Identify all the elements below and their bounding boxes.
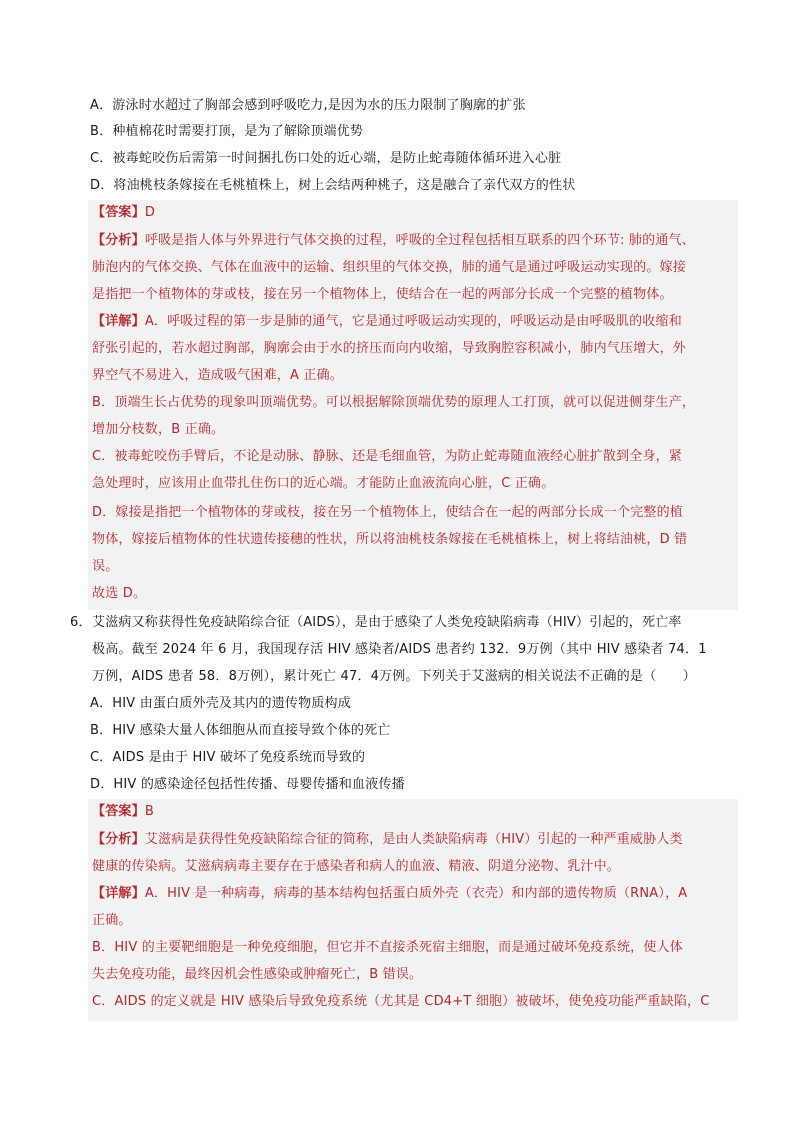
q6-detail-line-5: C．AIDS 的定义就是 HIV 感染后导致免疫系统（尤其是 CD4+T 细胞）被破坏，使免疫功能严重缺陷，C	[92, 994, 710, 1009]
q5-detail-line-6: C．被毒蛇咬伤手臂后，不论是动脉、静脉、还是毛细血管，为防止蛇毒随血液经心脏扩散到全身，紧	[92, 449, 683, 464]
q5-option-c: C．被毒蛇咬伤后需第一时间捆扎伤口处的近心端，是防止蛇毒随体循环进入心脏	[90, 151, 562, 166]
q5-detail-line-9: 物体，嫁接后植物体的性状遗传接穗的性状，所以将油桃枝条嫁接在毛桃植株上，树上将结油桃，D 错	[92, 532, 688, 547]
q6-analysis-line-1	[92, 830, 683, 850]
detail-tag: 【详解】	[92, 314, 145, 329]
q5-conclusion: 故选 D。	[92, 586, 147, 601]
detail-text: A．HIV 是一种病毒，病毒的基本结构包括蛋白质外壳（衣壳）和内部的遗传物质（RNA），A	[144, 886, 688, 901]
analysis-text: 呼吸是指人体与外界进行气体交换的过程，呼吸的全过程包括相互联系的四个环节: 肺的通气、	[144, 233, 695, 248]
answer-tag: 【答案】	[92, 205, 145, 220]
q6-detail-line-2: 正确。	[92, 913, 132, 928]
q5-detail-line-4: B．顶端生长占优势的现象叫顶端优势。可以根据解除顶端优势的原理人工打顶，就可以促进侧芽生产，	[92, 395, 696, 410]
detail-tag: 【详解】	[92, 886, 145, 901]
analysis-text: 艾滋病是获得性免疫缺陷综合征的简称，是由人类缺陷病毒（HIV）引起的一种严重威胁人类	[144, 832, 683, 847]
q5-option-a: A．游泳时水超过了胸部会感到呼吸吃力,是因为水的压力限制了胸廓的扩张	[90, 98, 526, 113]
q6-option-a: A．HIV 由蛋白质外壳及其内的遗传物质构成	[90, 696, 351, 711]
analysis-tag: 【分析】	[92, 233, 145, 248]
q5-detail-line-3: 界空气不易进入，造成吸气困难，A 正确。	[92, 368, 344, 383]
q5-detail-line-10: 误。	[92, 559, 119, 574]
q5-detail-line-2: 舒张引起的，若水超过胸部，胸廓会由于水的挤压而向内收缩，导致胸腔容积减小，肺内气压增大，外	[92, 341, 687, 356]
q5-analysis-line-1	[92, 231, 695, 251]
analysis-tag: 【分析】	[92, 832, 145, 847]
q6-answer	[92, 802, 154, 822]
q5-option-d: D．将油桃枝条嫁接在毛桃植株上，树上会结两种桃子，这是融合了亲代双方的性状	[90, 178, 576, 193]
q5-option-b: B．种植棉花时需要打顶，是为了解除顶端优势	[90, 124, 364, 139]
q6-detail-line-4: 失去免疫功能，最终因机会性感染或肿瘤死亡，B 错误。	[92, 967, 423, 982]
answer-value: B	[144, 804, 154, 819]
q6-detail-line-3: B．HIV 的主要靶细胞是一种免疫细胞，但它并不直接杀死宿主细胞，而是通过破坏免疫系统，使人体	[92, 940, 683, 955]
q6-option-c: C．AIDS 是由于 HIV 破坏了免疫系统而导致的	[90, 750, 366, 765]
q5-answer	[92, 203, 155, 223]
q5-analysis-line-2: 肺泡内的气体交换、气体在血液中的运输、组织里的气体交换，肺的通气是通过呼吸运动实现的。嫁接	[92, 260, 687, 275]
q6-stem-line-1: 艾滋病又称获得性免疫缺陷综合征（AIDS），是由于感染了人类免疫缺陷病毒（HIV）引起的，死亡率	[92, 615, 682, 630]
q5-detail-line-5: 增加分枝数，B 正确。	[92, 422, 225, 437]
answer-tag: 【答案】	[92, 804, 145, 819]
q5-analysis-line-3: 是指把一个植物体的芽或枝，接在另一个植物体上，使结合在一起的两部分长成一个完整的植物体。	[92, 287, 673, 302]
q6-stem-line-3: 万例，AIDS 患者 58．8万例），累计死亡 47．4万例。下列关于艾滋病的相关说法不正确的是（ ）	[92, 669, 696, 684]
q5-detail-line-7: 急处理时，应该用止血带扎住伤口的近心端。才能防止血液流向心脏，C 正确。	[92, 476, 555, 491]
q5-detail-line-1	[92, 312, 682, 332]
q6-stem-line-2: 极高。截至 2024 年 6 月，我国现存活 HIV 感染者/AIDS 患者约 132．9万例（其中 HIV 感染者 74．1	[92, 642, 707, 657]
q5-detail-line-8: D．嫁接是指把一个植物体的芽或枝，接在另一个植物体上，使结合在一起的两部分长成一个完整的植	[92, 505, 684, 520]
q6-option-d: D．HIV 的感染途径包括性传播、母婴传播和血液传播	[90, 777, 405, 792]
answer-value: D	[144, 205, 156, 220]
detail-text: A．呼吸过程的第一步是肺的通气，它是通过呼吸运动实现的，呼吸运动是由呼吸肌的收缩和	[144, 314, 682, 329]
q6-detail-line-1	[92, 884, 687, 904]
q6-number: 6．	[70, 615, 92, 630]
q6-option-b: B．HIV 感染大量人体细胞从而直接导致个体的死亡	[90, 723, 391, 738]
q6-analysis-line-2: 健康的传染病。艾滋病病毒主要存在于感染者和病人的血液、精液、阴道分泌物、乳汁中。	[92, 859, 621, 874]
